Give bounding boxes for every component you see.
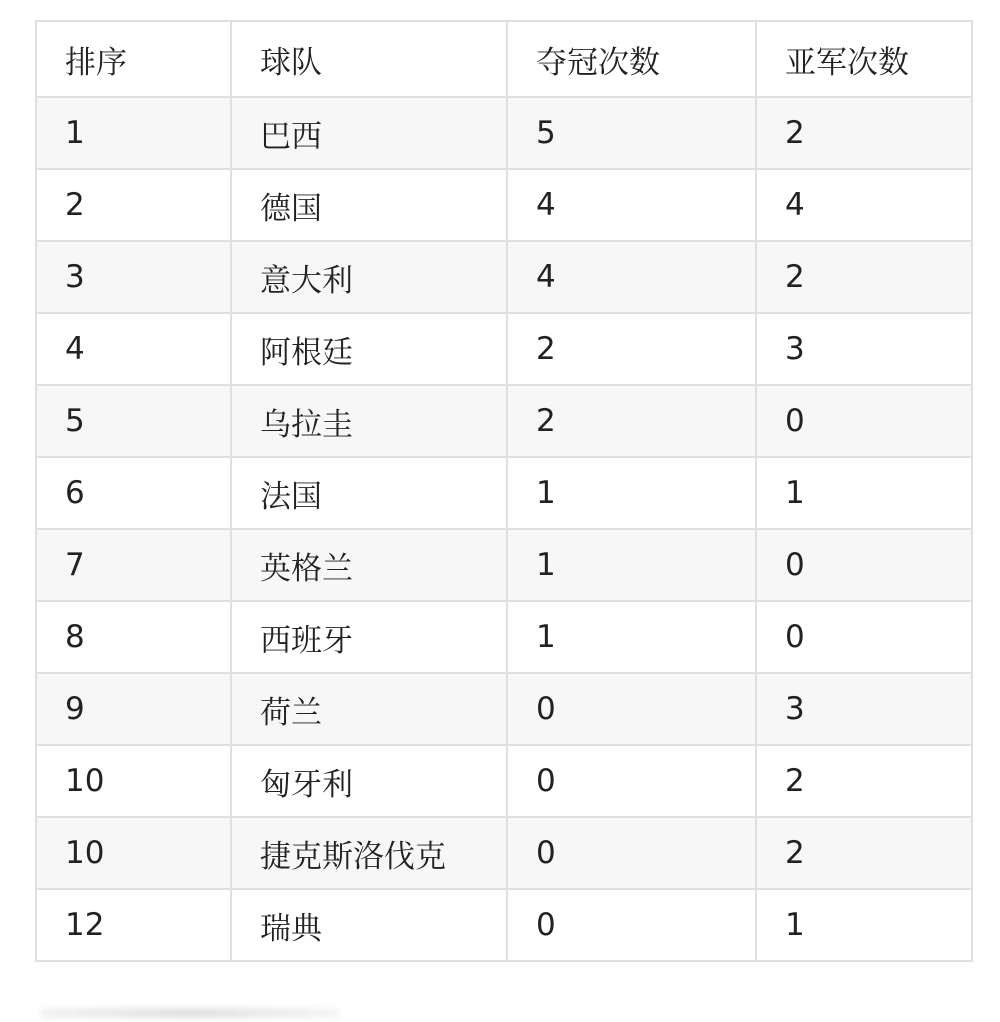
cell-titles: 2 bbox=[507, 313, 756, 385]
cell-team: 巴西 bbox=[231, 97, 507, 169]
table-row bbox=[36, 745, 972, 817]
header-row bbox=[36, 21, 972, 97]
cell-rank: 3 bbox=[36, 241, 231, 313]
cell-titles: 4 bbox=[507, 241, 756, 313]
cell-runner-ups: 3 bbox=[756, 313, 972, 385]
cell-team: 荷兰 bbox=[231, 673, 507, 745]
table-row bbox=[36, 385, 972, 457]
cell-runner-ups: 0 bbox=[756, 601, 972, 673]
table-row bbox=[36, 529, 972, 601]
cell-rank: 10 bbox=[36, 817, 231, 889]
cell-runner-ups: 2 bbox=[756, 241, 972, 313]
cell-team: 法国 bbox=[231, 457, 507, 529]
table-row bbox=[36, 889, 972, 961]
cell-team: 乌拉圭 bbox=[231, 385, 507, 457]
cell-team: 阿根廷 bbox=[231, 313, 507, 385]
cell-rank: 4 bbox=[36, 313, 231, 385]
cell-titles: 0 bbox=[507, 817, 756, 889]
header-runner-ups: 亚军次数 bbox=[756, 21, 972, 97]
cell-team: 意大利 bbox=[231, 241, 507, 313]
cell-runner-ups: 2 bbox=[756, 97, 972, 169]
cell-rank: 1 bbox=[36, 97, 231, 169]
cell-rank: 2 bbox=[36, 169, 231, 241]
cell-titles: 1 bbox=[507, 457, 756, 529]
blurred-caption-strip bbox=[40, 1008, 340, 1018]
cell-titles: 0 bbox=[507, 745, 756, 817]
cell-titles: 1 bbox=[507, 529, 756, 601]
cell-rank: 8 bbox=[36, 601, 231, 673]
cell-runner-ups: 4 bbox=[756, 169, 972, 241]
cell-titles: 2 bbox=[507, 385, 756, 457]
cell-runner-ups: 2 bbox=[756, 745, 972, 817]
cell-titles: 0 bbox=[507, 889, 756, 961]
header-titles: 夺冠次数 bbox=[507, 21, 756, 97]
cell-rank: 5 bbox=[36, 385, 231, 457]
table-row bbox=[36, 97, 972, 169]
header-rank: 排序 bbox=[36, 21, 231, 97]
cell-team: 捷克斯洛伐克 bbox=[231, 817, 507, 889]
cell-titles: 4 bbox=[507, 169, 756, 241]
cell-rank: 12 bbox=[36, 889, 231, 961]
header-team: 球队 bbox=[231, 21, 507, 97]
table-row bbox=[36, 313, 972, 385]
ranking-table-container bbox=[35, 20, 971, 962]
cell-rank: 9 bbox=[36, 673, 231, 745]
cell-team: 英格兰 bbox=[231, 529, 507, 601]
table-row bbox=[36, 601, 972, 673]
table-row bbox=[36, 457, 972, 529]
cell-runner-ups: 1 bbox=[756, 457, 972, 529]
table-header bbox=[36, 21, 972, 97]
cell-rank: 6 bbox=[36, 457, 231, 529]
table-row bbox=[36, 169, 972, 241]
cell-runner-ups: 1 bbox=[756, 889, 972, 961]
cell-titles: 0 bbox=[507, 673, 756, 745]
cell-titles: 1 bbox=[507, 601, 756, 673]
cell-runner-ups: 3 bbox=[756, 673, 972, 745]
cell-rank: 10 bbox=[36, 745, 231, 817]
cell-runner-ups: 0 bbox=[756, 385, 972, 457]
cell-titles: 5 bbox=[507, 97, 756, 169]
table-row bbox=[36, 673, 972, 745]
cell-team: 西班牙 bbox=[231, 601, 507, 673]
cell-runner-ups: 0 bbox=[756, 529, 972, 601]
cell-rank: 7 bbox=[36, 529, 231, 601]
cell-runner-ups: 2 bbox=[756, 817, 972, 889]
world-cup-ranking-table bbox=[35, 20, 973, 962]
cell-team: 匈牙利 bbox=[231, 745, 507, 817]
table-row bbox=[36, 817, 972, 889]
table-row bbox=[36, 241, 972, 313]
cell-team: 德国 bbox=[231, 169, 507, 241]
table-body bbox=[36, 97, 972, 961]
cell-team: 瑞典 bbox=[231, 889, 507, 961]
